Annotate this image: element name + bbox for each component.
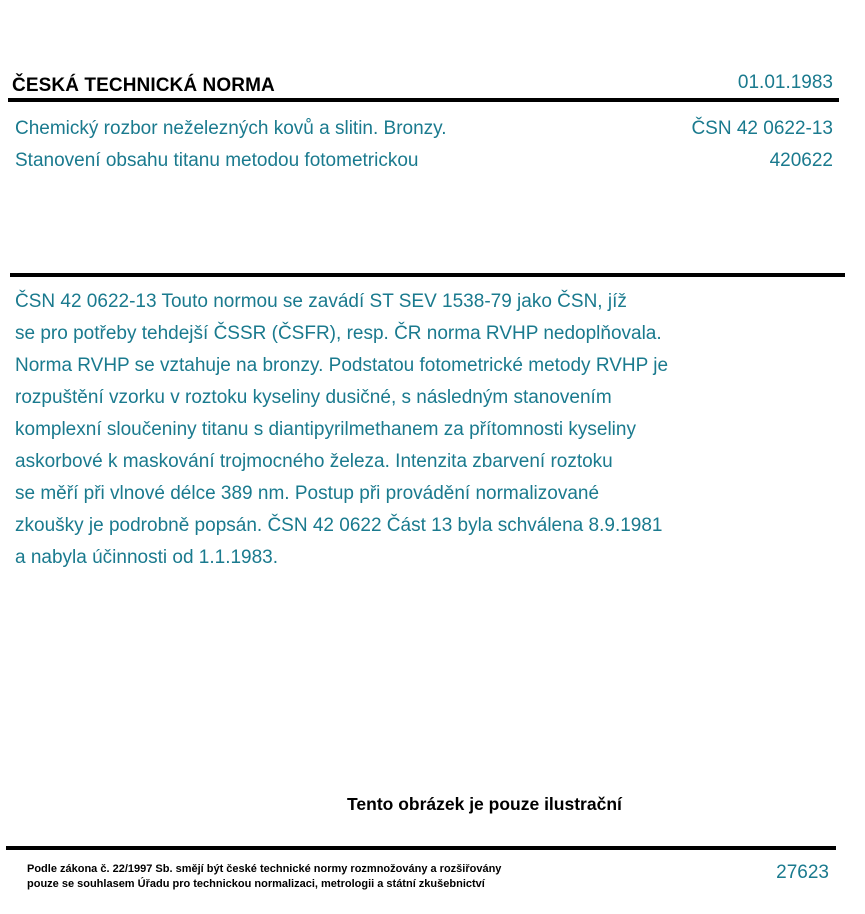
document-date: 01.01.1983	[737, 72, 833, 93]
standard-title-line-1: Chemický rozbor neželezných kovů a slitin. Bronzy.	[15, 118, 447, 139]
header-divider	[8, 98, 839, 102]
illustration-note: Tento obrázek je pouze ilustrační	[347, 794, 622, 814]
legal-notice-line-2: pouze se souhlasem Úřadu pro technickou normalizaci, metrologii a státní zkušebnictví	[27, 878, 485, 890]
page-number: 27623	[776, 862, 829, 883]
abstract-line: ČSN 42 0622-13 Touto normou se zavádí ST SEV 1538-79 jako ČSN, jíž	[15, 291, 627, 312]
abstract-line: zkoušky je podrobně popsán. ČSN 42 0622 Část 13 byla schválena 8.9.1981	[15, 515, 663, 536]
abstract-line: a nabyla účinnosti od 1.1.1983.	[15, 547, 279, 568]
footer-divider	[6, 846, 836, 850]
abstract-line: se pro potřeby tehdejší ČSSR (ČSFR), resp. ČR norma RVHP nedoplňovala.	[15, 323, 662, 344]
legal-notice	[27, 862, 501, 892]
standard-code: ČSN 42 0622-13	[691, 118, 833, 139]
standard-title-line-2: Stanovení obsahu titanu metodou fotometrickou	[15, 150, 419, 171]
abstract-line: komplexní sloučeniny titanu s diantipyrilmethanem za přítomnosti kyseliny	[15, 419, 636, 440]
abstract-line: se měří při vlnové délce 389 nm. Postup při provádění normalizované	[15, 483, 600, 504]
document-header-title: ČESKÁ TECHNICKÁ NORMA	[12, 75, 275, 96]
abstract-text	[15, 288, 795, 576]
abstract-line: Norma RVHP se vztahuje na bronzy. Podstatou fotometrické metody RVHP je	[15, 355, 669, 376]
standard-catalog-number: 420622	[769, 150, 833, 171]
abstract-line: askorbové k maskování trojmocného železa. Intenzita zbarvení roztoku	[15, 451, 613, 472]
section-divider	[10, 273, 845, 277]
legal-notice-line-1: Podle zákona č. 22/1997 Sb. smějí být české technické normy rozmnožovány a rozšiřovány	[27, 863, 502, 875]
abstract-line: rozpuštění vzorku v roztoku kyseliny dusičné, s následným stanovením	[15, 387, 612, 408]
